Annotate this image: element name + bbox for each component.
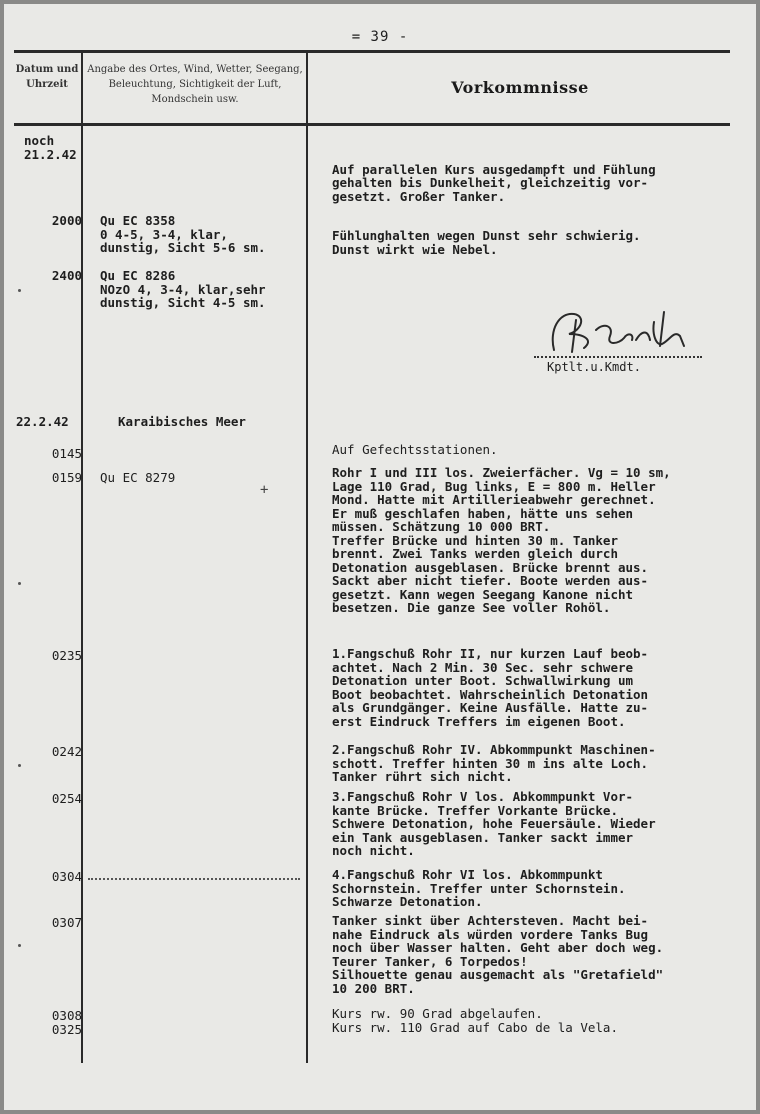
- margin-mark: [18, 944, 21, 947]
- header-events: Vorkommnisse: [451, 78, 589, 97]
- entry-location: Qu EC 8358 0 4-5, 3-4, klar, dunstig, Sicht 5-6 sm.: [100, 213, 266, 255]
- entry-time: 0254: [51, 791, 82, 806]
- margin-mark: [18, 764, 21, 767]
- signature-dotted-line: [534, 356, 702, 358]
- entry-time: 0308: [51, 1008, 82, 1023]
- entry-time: 2400: [51, 268, 82, 283]
- entry-event: 1.Fangschuß Rohr II, nur kurzen Lauf beob- achtet. Nach 2 Min. 30 Sec. sehr schwere Detonation unter Boot. Schwallwirkung um Boot beobachtet. Wahrscheinlich Detonation als Grundgänger. Keine Ausfälle. Hatte zu- erst Eindruck Treffers im eigenen Boot.: [332, 646, 649, 729]
- margin-mark: [18, 582, 21, 585]
- entry-event: 4.Fangschuß Rohr VI los. Abkommpunkt Schornstein. Treffer unter Schornstein. Schwarze Detonation.: [332, 867, 626, 909]
- table-top-rule: [14, 50, 730, 53]
- commander-signature: [524, 300, 704, 360]
- entry-event: Kurs rw. 110 Grad auf Cabo de la Vela.: [332, 1020, 618, 1035]
- column-divider-2: [306, 53, 308, 1063]
- entry-time: 0145: [51, 446, 82, 461]
- logbook-page: [4, 4, 756, 1110]
- signature-caption: Kptlt.u.Kmdt.: [547, 360, 641, 374]
- page-number: = 39 -: [351, 29, 409, 45]
- entry-location: Karaibisches Meer: [118, 414, 246, 429]
- header-date-time: Datum und Uhrzeit: [15, 64, 79, 90]
- table-header-rule: [14, 123, 730, 126]
- dotted-leader: [88, 878, 300, 880]
- entry-event: Auf Gefechtsstationen.: [332, 442, 498, 457]
- column-divider-1: [81, 53, 83, 1063]
- margin-mark: [18, 289, 21, 292]
- entry-time: noch 21.2.42: [24, 133, 77, 162]
- entry-time: 0304: [51, 869, 82, 884]
- entry-event: Tanker sinkt über Achtersteven. Macht bei- nahe Eindruck als würden vordere Tanks Bug noch über Wasser halten. Geht aber doch weg. Teurer Tanker, 6 Torpedos! Silhouette genau ausgemacht als "Gretafield" 10 200 BRT.: [332, 913, 664, 996]
- entry-location: Qu EC 8286 NOzO 4, 3-4, klar,sehr dunstig, Sicht 4-5 sm.: [100, 268, 266, 310]
- entry-event: 2.Fangschuß Rohr IV. Abkommpunkt Maschinen- schott. Treffer hinten 30 m ins alte Loch. Tanker rührt sich nicht.: [332, 742, 656, 784]
- entry-time: 0307: [51, 915, 82, 930]
- entry-event: Kurs rw. 90 Grad abgelaufen.: [332, 1006, 543, 1021]
- header-location-weather: Angabe des Ortes, Wind, Wetter, Seegang, Beleuchtung, Sichtigkeit der Luft, Mondschein usw.: [87, 64, 303, 105]
- entry-event: Fühlunghalten wegen Dunst sehr schwierig. Dunst wirkt wie Nebel.: [332, 228, 641, 257]
- entry-event: 3.Fangschuß Rohr V los. Abkommpunkt Vor- kante Brücke. Treffer Vorkante Brücke. Schwere Detonation, hohe Feuersäule. Wieder ein Tank ausgeblasen. Tanker sackt immer noch nicht.: [332, 789, 656, 858]
- entry-location: Qu EC 8279: [100, 470, 176, 485]
- entry-time: 0242: [51, 744, 82, 759]
- entry-time: 0325: [51, 1022, 82, 1037]
- entry-event: Rohr I und III los. Zweierfächer. Vg = 10 sm, Lage 110 Grad, Bug links, E = 800 m. Heller Mond. Hatte mit Artillerieabwehr gerechnet. Er muß geschlafen haben, hätte uns sehen müssen. Schätzung 10 000 BRT. Treffer Brücke und hinten 30 m. Tanker brennt. Zwei Tanks werden gleich durch Detonation ausgeblasen. Brücke brennt aus. Sackt aber nicht tiefer. Boote werden aus- gesetzt. Kann wegen Seegang Kanone nicht besetzen. Die ganze See voller Rohöl.: [332, 465, 671, 615]
- entry-time: 0235: [51, 648, 82, 663]
- entry-time: 2000: [51, 213, 82, 228]
- pencil-cross-mark: +: [260, 482, 269, 498]
- entry-date: 22.2.42: [16, 414, 69, 429]
- entry-event: Auf parallelen Kurs ausgedampft und Fühlung gehalten bis Dunkelheit, gleichzeitig vor- gesetzt. Großer Tanker.: [332, 161, 656, 204]
- entry-time: 0159: [51, 470, 82, 485]
